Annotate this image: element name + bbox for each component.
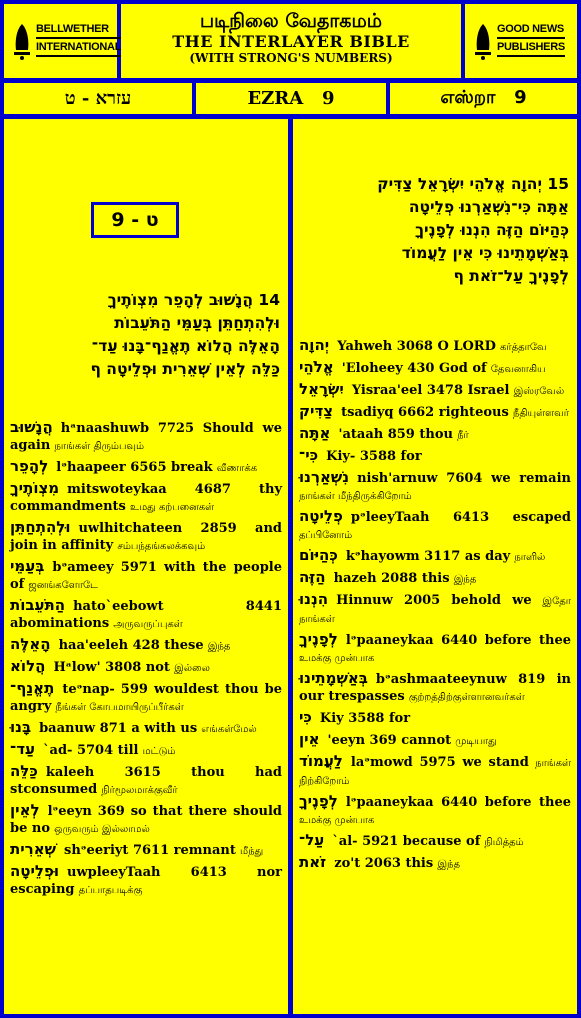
verse-14-hebrew xyxy=(90,289,280,381)
hebrew-word: לַעֲמוֹד xyxy=(299,752,343,770)
word-gloss: zo't 2063 this xyxy=(334,856,434,871)
subtitle: (WITH STRONG'S NUMBERS) xyxy=(189,51,393,65)
tamil-gloss: உமக்கு முன்பாக xyxy=(299,815,375,826)
tamil-gloss: நீர் xyxy=(457,430,469,441)
hebrew-word: וּפְלֵיטָה xyxy=(10,862,59,880)
tamil-gloss: இல்லை xyxy=(174,663,210,674)
bellwether-logo xyxy=(4,4,122,78)
word-gloss: haa'eeleh 428 these xyxy=(58,638,204,653)
word-entry xyxy=(10,841,282,860)
word-gloss: teᵊnap- 599 wouldest thou be angry xyxy=(10,682,282,714)
hebrew-word: הֲנָשׁוּב xyxy=(10,418,53,436)
word-entry xyxy=(299,631,571,667)
word-gloss: lᵊpaaneykaa 6440 before thee xyxy=(345,795,571,810)
tamil-gloss: உமக்கு முன்பாக xyxy=(299,653,375,664)
tamil-gloss: தேவனாகிய xyxy=(490,364,546,375)
tamil-gloss: மட்டும் xyxy=(142,746,176,757)
right-column xyxy=(293,119,577,1014)
hebrew-word: מִצְוֹתֶיךָ xyxy=(10,479,60,497)
word-gloss: 'eeyn 369 cannot xyxy=(327,733,452,748)
hebrew-word: זֹאת xyxy=(299,853,327,871)
word-gloss: Yahweh 3068 O LORD xyxy=(337,339,496,354)
word-entry xyxy=(10,658,282,677)
hebrew-word: בָּנוּ xyxy=(10,718,32,736)
word-gloss: mitswoteykaa 4687 thy commandments xyxy=(10,482,282,514)
word-gloss: hᵃnaashuwb 7725 Should we again xyxy=(10,421,282,453)
word-entry xyxy=(299,731,571,750)
verse-line: הָאֵלֶּה הֲלוֹא תֶאֱנַף־בָּנוּ עַד־ xyxy=(91,337,280,355)
hebrew-word: צַדִּיק xyxy=(299,402,334,420)
word-entry xyxy=(299,337,571,356)
word-entry xyxy=(10,802,282,838)
word-entry xyxy=(10,597,282,633)
tamil-gloss: நிமித்தம் xyxy=(484,837,524,848)
hebrew-word: כִּי־ xyxy=(299,446,319,464)
hebrew-word: כִּי xyxy=(299,708,312,726)
right-word-list xyxy=(299,337,571,876)
tamil-gloss: அருவருப்புகள் xyxy=(113,619,183,630)
word-gloss: bᵊashmaateeynuw 819 in our trespasses xyxy=(299,672,571,704)
word-entry xyxy=(299,753,571,790)
tamil-gloss: கர்த்தாவே xyxy=(500,342,547,353)
word-entry xyxy=(299,591,571,628)
word-gloss: shᵊeeriyt 7611 remnant xyxy=(64,843,236,858)
hebrew-word: יְהוָה xyxy=(299,336,330,354)
word-gloss: uwlhitchateen 2859 and join in affinity xyxy=(10,521,282,553)
word-entry xyxy=(299,832,571,851)
word-entry xyxy=(10,741,282,760)
book-tamil-label: எஸ்றா 9 xyxy=(440,87,527,108)
tamil-gloss: சம்பந்தங்கலக்கவும் xyxy=(117,541,206,552)
tamil-gloss: மீந்து xyxy=(240,846,264,857)
book-hebrew-label: עזרא - ט xyxy=(64,88,132,109)
tamil-gloss: இஸ்ரவேல் xyxy=(513,386,565,397)
word-entry xyxy=(10,558,282,594)
word-entry xyxy=(299,359,571,378)
word-entry xyxy=(10,458,282,477)
word-entry xyxy=(10,636,282,655)
tamil-gloss: வீணாக்க xyxy=(216,463,258,474)
tamil-gloss: நாளில் xyxy=(514,552,546,563)
verse-line: וּלְהִתְחַתֵּן בְּעַמֵּי הַתֹּעֵבוֹת xyxy=(114,314,280,332)
logo-left-line2: INTERNATIONAL xyxy=(36,41,121,57)
hebrew-word: תֶאֱנַף־ xyxy=(10,679,55,697)
word-gloss: hazeh 2088 this xyxy=(333,571,450,586)
title-english: THE INTERLAYER BIBLE xyxy=(172,32,410,51)
word-entry xyxy=(299,547,571,566)
verse-line: כְּהַיּוֹם הַזֶּה הִנְנוּ לְפָנֶיךָ xyxy=(415,221,569,239)
word-gloss: bᵊameey 5971 with the people of xyxy=(10,560,282,592)
hebrew-word: הֲלוֹא xyxy=(10,657,46,675)
hebrew-word: לְהָפֵר xyxy=(10,457,49,475)
tamil-gloss: குற்றத்திற்குள்ளானவர்கள் xyxy=(408,692,525,703)
word-entry xyxy=(299,854,571,873)
hebrew-word: הַזֶּה xyxy=(299,568,326,586)
verse-line: לְפָנֶיךָ עַל־זֹאת ף xyxy=(453,267,569,285)
word-gloss: Hᵃlow' 3808 not xyxy=(53,660,170,675)
word-gloss: hato`eebowt 8441 abominations xyxy=(10,599,282,631)
word-gloss: kaleeh 3615 thou had stconsumed xyxy=(10,765,282,797)
hebrew-word: אֱלֹהֵי xyxy=(299,358,334,376)
hebrew-word: הִנְנוּ xyxy=(299,590,329,608)
good-news-logo xyxy=(465,4,577,78)
word-gloss: `ad- 5704 till xyxy=(43,743,139,758)
word-entry xyxy=(299,709,571,728)
tamil-gloss: தப்பினோம் xyxy=(299,530,353,541)
logo-right-line2: PUBLISHERS xyxy=(497,41,565,57)
hebrew-word: שְׁאֵרִית xyxy=(10,840,56,858)
logo-left-line1: BELLWETHER xyxy=(36,23,121,39)
book-tamil xyxy=(390,83,577,114)
book-english xyxy=(196,83,386,114)
word-entry xyxy=(299,403,571,422)
hebrew-word: הָאֵלֶּה xyxy=(10,635,51,653)
word-gloss: baanuw 871 a with us xyxy=(39,721,198,736)
tamil-gloss: நீங்கள் கோபமாயிருப்பீர்கள் xyxy=(55,702,184,713)
tamil-gloss: முடியாது xyxy=(455,736,497,747)
word-entry xyxy=(299,508,571,544)
word-entry xyxy=(299,793,571,829)
left-word-list xyxy=(10,419,282,902)
word-gloss: 'Eloheey 430 God of xyxy=(341,361,487,376)
word-entry xyxy=(10,680,282,716)
hebrew-word: וּלְהִתְחַתֵּן xyxy=(10,518,71,536)
verse-line: אַתָּה כִּי־נִשְׁאַרְנוּ פְלֵיטָה xyxy=(408,198,569,216)
bell-icon xyxy=(12,22,32,60)
tamil-gloss: எங்கள்மேல் xyxy=(201,724,257,735)
hebrew-word: נִשְׁאַרְנוּ xyxy=(299,468,350,486)
tamil-gloss: தப்பாதபடிக்கு xyxy=(78,885,143,896)
chapter-box xyxy=(91,202,179,238)
tamil-gloss: நீதியுள்ளவர் xyxy=(512,408,569,419)
title-tamil: படிநிலை வேதாகமம் xyxy=(199,10,383,32)
word-gloss: uwpleeyTaah 6413 nor escaping xyxy=(10,865,282,897)
book-english-label: EZRA 9 xyxy=(247,88,335,109)
word-entry xyxy=(10,763,282,799)
tamil-gloss: இதோ நாங்கள் xyxy=(299,596,571,625)
bell-icon xyxy=(473,22,493,60)
verse-line: כַּלֵּה לְאֵין שְׁאֵרִית וּפְלֵיטָה ף xyxy=(90,360,280,378)
word-entry xyxy=(299,569,571,588)
tamil-gloss: இந்த xyxy=(453,574,477,585)
tamil-gloss: ஒருவரும் இல்லாமல் xyxy=(54,824,150,835)
word-gloss: Yisraa'eel 3478 Israel xyxy=(351,383,510,398)
left-column xyxy=(4,119,288,1014)
hebrew-word: בְּאַשְׁמָתֵינוּ xyxy=(299,669,368,687)
hebrew-word: כַּלֵּה xyxy=(10,762,38,780)
logo-right-line1: GOOD NEWS xyxy=(497,23,565,39)
word-entry xyxy=(10,863,282,899)
word-gloss: Kiy 3588 for xyxy=(319,711,411,726)
word-entry xyxy=(299,469,571,505)
tamil-gloss: இந்த xyxy=(207,641,231,652)
tamil-gloss: உமது கற்பனைகள் xyxy=(130,502,215,513)
hebrew-word: לְאֵין xyxy=(10,801,40,819)
word-gloss: 'ataah 859 thou xyxy=(338,427,453,442)
word-gloss: tsadiyq 6662 righteous xyxy=(341,405,509,420)
word-gloss: lᵊhaapeer 6565 break xyxy=(56,460,213,475)
tamil-gloss: ஜனங்களோடே xyxy=(28,580,99,591)
word-gloss: pᵊleeyTaah 6413 escaped xyxy=(350,510,571,525)
verse-line: 15 יְהוָה אֱלֹהֵי יִשְׂרָאֵל צַדִּיק xyxy=(377,175,569,193)
word-gloss: nish'arnuw 7604 we remain xyxy=(357,471,571,486)
word-entry xyxy=(299,381,571,400)
word-gloss: lᵊpaaneykaa 6440 before thee xyxy=(345,633,571,648)
hebrew-word: יִשְׂרָאֵל xyxy=(299,380,344,398)
word-gloss: `al- 5921 because of xyxy=(332,834,481,849)
word-gloss: Kiy- 3588 for xyxy=(326,449,422,464)
title-block xyxy=(121,4,461,78)
word-entry xyxy=(10,480,282,516)
hebrew-word: עַל־ xyxy=(299,831,325,849)
hebrew-word: לְפָנֶיךָ xyxy=(299,792,338,810)
word-gloss: Hinnuw 2005 behold we xyxy=(336,593,532,608)
hebrew-word: אַתָּה xyxy=(299,424,331,442)
book-row xyxy=(4,83,577,114)
word-entry xyxy=(10,719,282,738)
word-entry xyxy=(299,425,571,444)
word-entry xyxy=(10,419,282,455)
hebrew-word: אֵין xyxy=(299,730,320,748)
hebrew-word: הַתֹּעֵבוֹת xyxy=(10,596,66,614)
word-entry xyxy=(299,670,571,706)
hebrew-word: כְּהַיּוֹם xyxy=(299,546,338,564)
hebrew-word: עַד־ xyxy=(10,740,36,758)
word-entry xyxy=(10,519,282,555)
tamil-gloss: நிர்மூலமாக்குவீர் xyxy=(101,785,178,796)
chapter-label: ט - 9 xyxy=(111,209,159,231)
verse-line: בְּאַשְׁמָתֵינוּ כִּי אֵין לַעֲמוֹד xyxy=(401,244,569,262)
word-gloss: kᵊhayowm 3117 as day xyxy=(345,549,511,564)
tamil-gloss: நாங்கள் திரும்பவும் xyxy=(54,441,145,452)
tamil-gloss: நாங்கள் மீந்திருக்கிறோம் xyxy=(299,491,412,502)
hebrew-word: לְפָנֶיךָ xyxy=(299,630,338,648)
hebrew-word: פְלֵיטָה xyxy=(299,507,343,525)
tamil-gloss: இந்த xyxy=(437,859,460,870)
verse-line: 14 הֲנָשׁוּב לְהָפֵר מִצְוֹתֶיךָ xyxy=(107,291,280,309)
word-gloss: laᵊmowd 5975 we stand xyxy=(350,755,529,770)
verse-15-hebrew xyxy=(377,173,569,288)
hebrew-word: בְּעַמֵּי xyxy=(10,557,45,575)
word-gloss: lᵊeeyn 369 so that there should be no xyxy=(10,804,282,836)
tamil-gloss: நாங்கள் நிற்கிறோம் xyxy=(299,758,571,787)
word-entry xyxy=(299,447,571,466)
book-hebrew xyxy=(4,83,192,114)
